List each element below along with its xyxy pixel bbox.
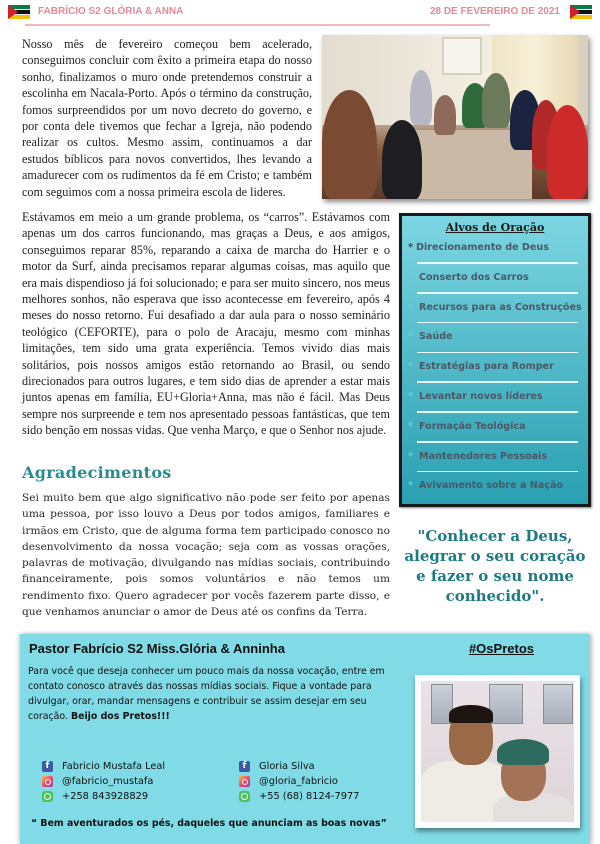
mission-quote: "Conhecer a Deus, alegrar o seu coração e fazer o seu nome conhecido".	[404, 527, 586, 605]
bullet-icon: *	[408, 390, 414, 402]
header-date: 28 DE FEVEREIRO DE 2021	[429, 6, 560, 17]
prayer-item-label: Recursos para as Construções	[419, 301, 582, 313]
prayer-item-label: Direcionamento de Deus	[416, 242, 549, 253]
facebook-name[interactable]: Fabricio Mustafa Leal	[62, 761, 166, 772]
bullet-icon: *	[408, 420, 414, 432]
bullet-icon: *	[408, 480, 414, 492]
prayer-item-label: Conserto dos Carros	[419, 271, 529, 283]
facebook-row[interactable]	[239, 760, 409, 775]
instagram-row[interactable]	[239, 775, 409, 790]
closing-quote: “ Bem aventurados os pés, daqueles que anunciam as boas novas”	[31, 818, 387, 829]
group-photo	[322, 35, 588, 199]
bullet-icon: *	[408, 301, 414, 313]
instagram-handle[interactable]: @gloria_fabricio	[259, 776, 338, 787]
facebook-row[interactable]	[42, 760, 222, 775]
divider	[417, 441, 578, 443]
prayer-item-label: Estratégias para Romper	[419, 361, 554, 373]
prayer-item	[402, 357, 588, 387]
mozambique-flag-icon	[8, 5, 30, 19]
header-divider	[25, 24, 490, 26]
prayer-item-label: Saúde	[419, 331, 453, 343]
bullet-icon: *	[408, 450, 414, 462]
prayer-item	[402, 238, 588, 268]
mozambique-flag-icon	[570, 5, 592, 19]
contact-person-fabricio	[42, 760, 222, 805]
prayer-item	[402, 447, 588, 477]
instagram-icon	[42, 776, 53, 787]
intro-paragraph: Nosso mês de fevereiro começou bem acelerado, conseguimos concluir com êxito a primeira etapa do nosso sonho, finalizamos o muro onde pretendemos construir a escolinha em Nacala-Porto. Após o término da construção, fomos surpreendidos por um novo decreto do governo, e por conta dele tivemos que fechar a Igreja, não podendo realizar os cultos. Mesmo assim, continuamos a dar estudos bíblicos para novos convertidos, lhes levando a amadurecer com os rudimentos da fé em Cristo; e também com seguimos com a nossa primeira escola de lideres.	[22, 37, 312, 199]
contact-name: Pastor Fabrício S2 Miss.Glória & Anninha	[29, 641, 285, 656]
instagram-handle[interactable]: @fabricio_mustafa	[62, 776, 154, 787]
couple-photo	[415, 675, 580, 828]
divider	[417, 322, 578, 324]
hashtag-link[interactable]: #OsPretos	[468, 641, 534, 656]
instagram-icon	[239, 776, 250, 787]
prayer-list	[402, 238, 588, 506]
facebook-icon: f	[239, 761, 250, 772]
prayer-item-label: Formação Teológica	[419, 420, 526, 432]
prayer-item	[402, 327, 588, 357]
page-header	[0, 0, 600, 26]
contact-text	[28, 664, 408, 724]
bullet-icon: *	[408, 271, 414, 283]
divider	[417, 381, 578, 383]
section-title-agradecimentos: Agradecimentos	[22, 463, 172, 482]
instagram-row[interactable]	[42, 775, 222, 790]
prayer-title: Alvos de Oração	[445, 221, 545, 234]
thanks-paragraph: Sei muito bem que algo significativo não pode ser feito por apenas uma pessoa, por isso louvo a Deus por todos amigos, familiares e irmãos em Cristo, que de alguma forma tem participado conosco no desenvolvimento da nossa vocação; seja com as vossas orações, palavras de motivação, divulgando nas mídias sociais, contribuindo financeiramente, pois somos voluntários e não temos um rendimento fixo. Quero agradecer por vocês fazerem parte disso, e que venhamos anunciar o amor de Deus até os confins da Terra.	[22, 492, 390, 619]
bullet-icon: *	[408, 331, 414, 343]
prayer-item	[402, 298, 588, 328]
prayer-targets-box	[399, 213, 591, 507]
contact-text-body: Para você que deseja conhecer um pouco mais da nossa vocação, entre em contato conosco através das nossas mídias sociais. Fique a vontade para divulgar, orar, mandar mensagens e contribuir se assim desejar em seu coração.	[28, 666, 385, 722]
whatsapp-icon	[42, 791, 53, 802]
contact-text-bold: Beijo dos Pretos!!!	[70, 711, 170, 722]
whatsapp-number[interactable]: +55 (68) 8124-7977	[259, 791, 360, 802]
prayer-item	[402, 476, 588, 506]
divider	[417, 262, 578, 264]
prayer-item	[402, 268, 588, 298]
prayer-item-label: Mantenedores Pessoais	[419, 450, 548, 462]
bullet-icon: *	[408, 361, 414, 373]
facebook-icon: f	[42, 761, 53, 772]
divider	[417, 411, 578, 413]
contact-person-gloria	[239, 760, 409, 805]
whatsapp-row[interactable]	[42, 790, 222, 805]
prayer-item	[402, 417, 588, 447]
divider	[417, 292, 578, 294]
whatsapp-number[interactable]: +258 843928829	[62, 791, 149, 802]
divider	[417, 352, 578, 354]
header-title: FABRÍCIO S2 GLÓRIA & ANNA	[38, 6, 184, 17]
cars-paragraph: Estávamos em meio a um grande problema, os “carros”. Estávamos com apenas um dos carros funcionando, mas graças a Deus, e aos amigos, conseguimos reparar 85%, reparando a caixa de marcha do Harrier e o motor da Surf, ainda precisamos reparar algumas coisas, mas aquilo que era mais dispendioso já foi solucionado; e para ser muito sincero, nos meus melhores sonhos, não esperava que isso acontecesse em fevereiro, após 4 meses do nosso retorno. Fui desafiado a dar aula para o nosso seminário teológico (CEFORTE), para o polo de Aracaju, mesmo com minhas limitações, tem sido uma grata experiência. Temos vivido dias mais solitários, pois nossos amigos estão retornando ao Brasil, ou sendo direcionados para outros lugares, e tem sido dias de aprender a estar mais juntos apenas em família, EU+Gloria+Anna, mas não é fácil. Mas Deus sempre nos surpreende e tem nos apresentado pessoas fantásticas, que tem sido benção em nossas vidas. Que venha Março, e que o Senhor nos ajude.	[22, 210, 390, 438]
prayer-item	[402, 387, 588, 417]
whatsapp-icon	[239, 791, 250, 802]
divider	[417, 471, 578, 473]
prayer-item-label: Avivamento sobre a Nação	[419, 480, 564, 492]
whatsapp-row[interactable]	[239, 790, 409, 805]
bullet-icon: *	[408, 242, 414, 253]
facebook-name[interactable]: Gloria Silva	[259, 761, 315, 772]
prayer-item-label: Levantar novos líderes	[419, 390, 543, 402]
